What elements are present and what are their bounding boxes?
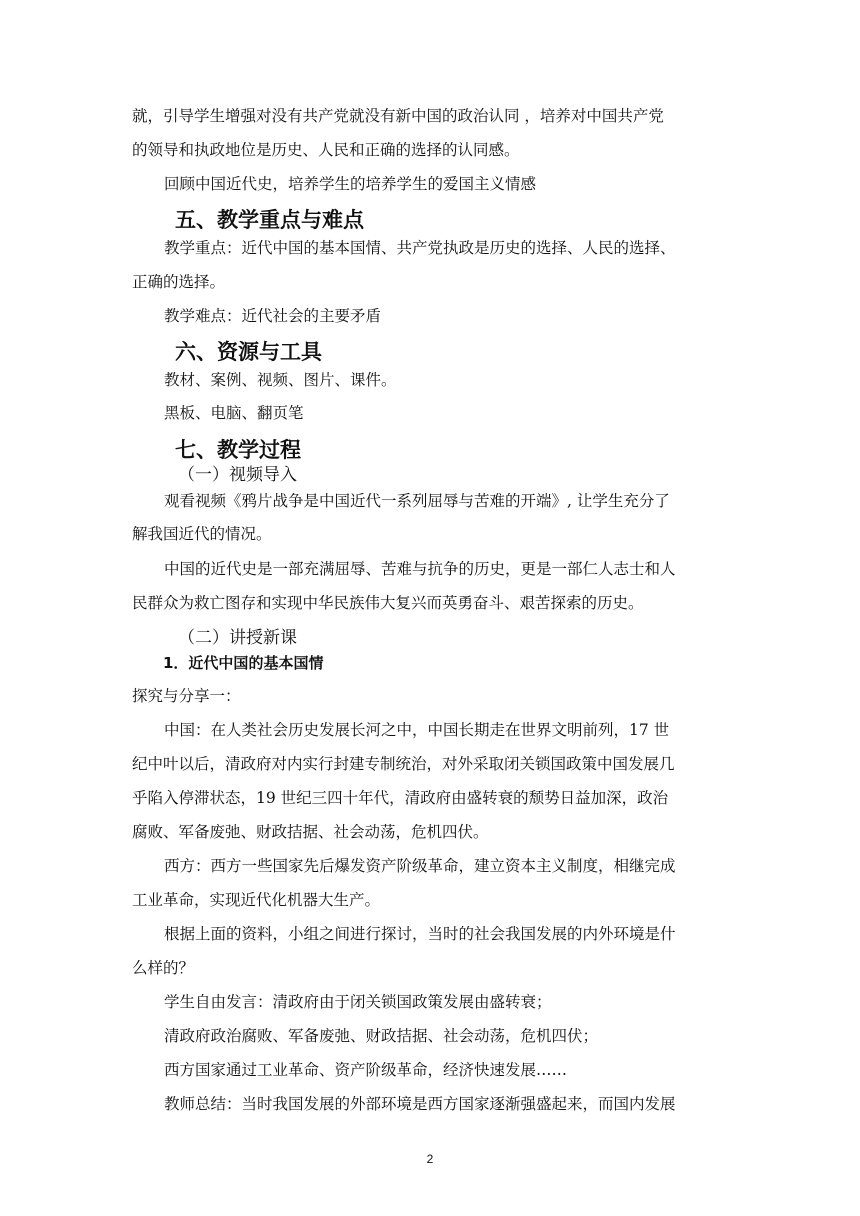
- paragraph-line: 观看视频《鸦片战争是中国近代一系列屈辱与苦难的开端》, 让学生充分了: [164, 492, 670, 510]
- subsection-heading: （一）视频导入: [178, 465, 297, 485]
- paragraph-line: 纪中叶以后，清政府对内实行封建专制统治，对外采取闭关锁国政策中国发展几: [132, 755, 675, 773]
- paragraph-line: 乎陷入停滞状态，19 世纪三四十年代，清政府由盛转衰的颓势日益加深，政治: [132, 789, 669, 807]
- paragraph-line: 教学重点：近代中国的基本国情、共产党执政是历史的选择、人民的选择、: [164, 239, 676, 257]
- paragraph-line: 黑板、电脑、翻页笔: [164, 404, 304, 422]
- paragraph-line: 教材、案例、视频、图片、课件。: [164, 371, 397, 389]
- paragraph-line: 么样的？: [132, 959, 195, 977]
- paragraph-line: 的领导和执政地位是历史、人民和正确的选择的认同感。: [132, 141, 520, 159]
- section-heading: 七、教学过程: [175, 438, 301, 462]
- subsubsection-heading: 1．近代中国的基本国情: [163, 654, 324, 672]
- paragraph-line: 民群众为救亡图存和实现中华民族伟大复兴而英勇奋斗、艰苦探索的历史。: [132, 594, 644, 612]
- paragraph-line: 回顾中国近代史，培养学生的培养学生的爱国主义情感: [164, 175, 537, 193]
- section-heading: 五、教学重点与难点: [175, 208, 364, 232]
- paragraph-line: 工业革命，实现近代化机器大生产。: [132, 891, 381, 909]
- paragraph-line: 正确的选择。: [132, 273, 226, 291]
- paragraph-line: 解我国近代的情况。: [132, 525, 272, 543]
- paragraph-line: 腐败、军备废弛、财政拮据、社会动荡，危机四伏。: [132, 823, 489, 841]
- paragraph-line: 西方国家通过工业革命、资产阶级革命，经济快速发展……: [164, 1061, 568, 1079]
- paragraph-line: 中国：在人类社会历史发展长河之中，中国长期走在世界文明前列，17 世: [164, 721, 670, 739]
- paragraph-line: 根据上面的资料，小组之间进行探讨，当时的社会我国发展的内外环境是什: [164, 925, 676, 943]
- paragraph-line: 学生自由发言：清政府由于闭关锁国政策发展由盛转衰；: [164, 993, 552, 1011]
- paragraph-line: 教学难点：近代社会的主要矛盾: [164, 307, 382, 325]
- paragraph-line: 中国的近代史是一部充满屈辱、苦难与抗争的历史，更是一部仁人志士和人: [164, 560, 676, 578]
- paragraph-line: 就，引导学生增强对没有共产党就没有新中国的政治认同 ，培养对中国共产党: [132, 107, 664, 125]
- page-number: 2: [426, 1152, 434, 1166]
- paragraph-line: 教师总结：当时我国发展的外部环境是西方国家逐渐强盛起来，而国内发展: [164, 1095, 676, 1113]
- paragraph-line: 探究与分享一：: [132, 687, 241, 705]
- subsection-heading: （二）讲授新课: [178, 628, 297, 648]
- section-heading: 六、资源与工具: [175, 340, 322, 364]
- paragraph-line: 清政府政治腐败、军备废弛、财政拮据、社会动荡，危机四伏；: [164, 1027, 599, 1045]
- paragraph-line: 西方：西方一些国家先后爆发资产阶级革命，建立资本主义制度，相继完成: [164, 857, 676, 875]
